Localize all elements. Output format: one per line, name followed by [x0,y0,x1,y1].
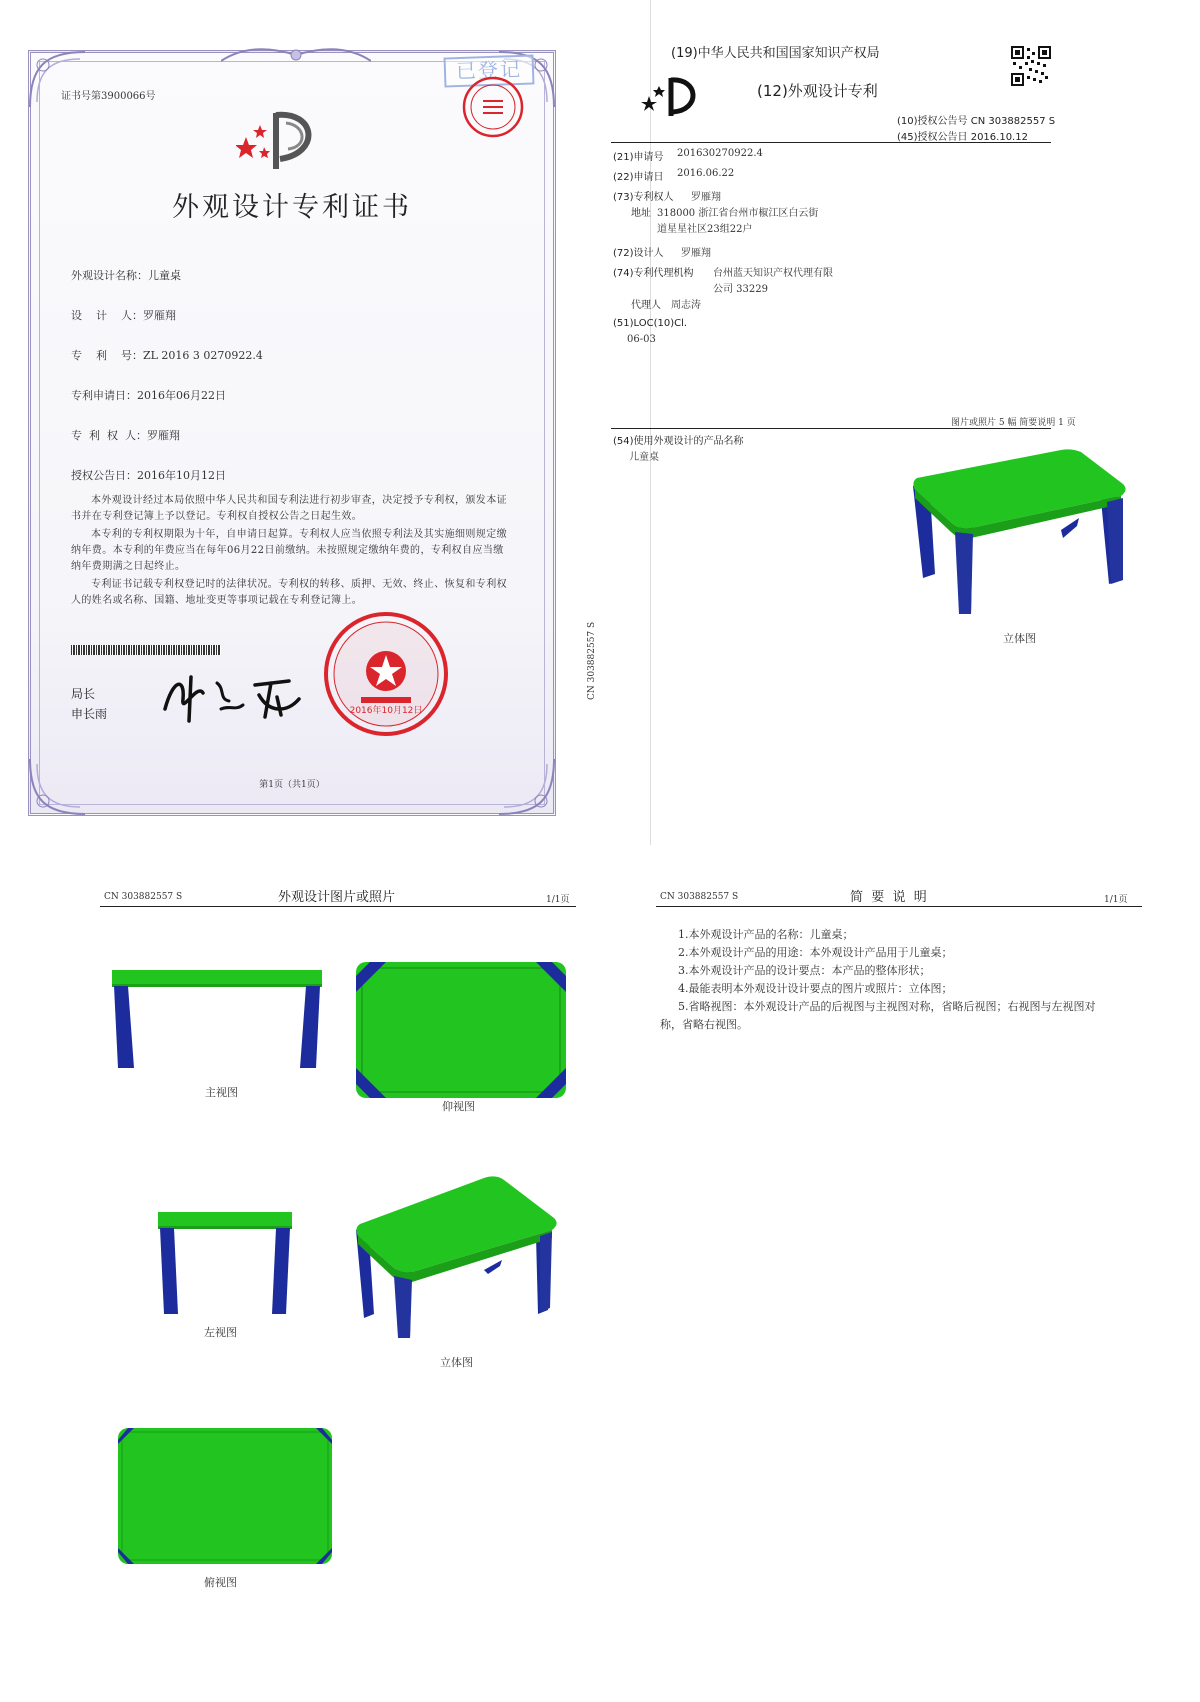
gazette-view-caption: 立体图 [1003,632,1036,645]
section-rule [611,428,1051,429]
front-view-caption: 主视图 [205,1086,238,1099]
corner-ornament-icon [25,47,95,117]
description-header-number: CN 303882557 S [660,892,739,902]
description-header-rule [656,906,1142,907]
agent-label: 代理人 [631,300,661,311]
perspective-view-caption: 立体图 [440,1356,473,1369]
product-name-label: (54)使用外观设计的产品名称 [613,436,744,447]
top-view-drawing [118,1428,332,1564]
left-view-drawing [158,1212,292,1316]
official-seal-icon [321,609,451,739]
designer-label: (72)设计人 [613,248,664,259]
loc-label: (51)LOC(10)Cl. [613,318,688,329]
table-perspective-view [911,448,1141,618]
drawings-header-rule [100,906,576,907]
director-name: 申长雨 [71,707,108,721]
app-no-label: (21)申请号 [613,152,664,163]
brief-description-page [650,880,1150,1080]
gazette-authority: (19)中华人民共和国国家知识产权局 [671,46,880,61]
agency-label: (74)专利代理机构 [613,268,694,279]
certificate-number: 证书号第3900066号 [61,91,156,102]
field-design-name: 外观设计名称：儿童桌 [71,269,181,282]
description-header-title: 简 要 说 明 [850,890,927,905]
loc-value: 06-03 [627,334,656,345]
front-view-drawing [112,970,322,1070]
app-no: 201630270922.4 [677,148,763,159]
perspective-view-drawing [354,1174,564,1340]
gazette-doc-type: (12)外观设计专利 [757,82,878,100]
seal-date: 2016年10月12日 [349,706,423,716]
registered-stamp: 已登记 [444,54,535,87]
field-patentee: 专 利 权 人：罗雁翔 [71,429,180,442]
cnipa-logo-icon [641,72,705,120]
signature-icon [159,669,309,725]
description-header-page: 1/1页 [1104,895,1128,905]
publication-number: (10)授权公告号 CN 303882557 S [897,116,1056,127]
description-item-3: 3.本外观设计产品的设计要点：本产品的整体形状； [678,964,931,977]
left-view-caption: 左视图 [204,1326,237,1339]
gazette-page [587,0,1200,845]
agent: 周志涛 [671,300,701,311]
top-ornament-icon [221,41,371,69]
drawings-header-page: 1/1页 [546,895,570,905]
description-item-1: 1.本外观设计产品的名称：儿童桌； [678,928,854,941]
drawings-header-number: CN 303882557 S [104,892,183,902]
address-label: 地址 [631,208,651,219]
qr-code-icon [1011,46,1051,86]
product-name: 儿童桌 [629,452,659,463]
cnipa-logo-icon [236,103,326,173]
top-view-caption: 俯视图 [204,1576,237,1589]
barcode [71,645,221,655]
director-title: 局长 [71,687,96,701]
field-patent-number: 专 利 号：ZL 2016 3 0270922.4 [71,349,263,362]
side-publication-number: CN 303882557 S [587,621,597,700]
agency-line-2: 公司 33229 [713,284,768,295]
publication-date: (45)授权公告日 2016.10.12 [897,132,1028,143]
certificate-paragraph-2: 本专利的专利权期限为十年，自申请日起算。专利权人应当依照专利法及其实施细则规定缴纳年费。本专利的年费应当在每年06月22日前缴纳。未按照规定缴纳年费的，专利权自应当缴纳年费期满之日起终止。 [71,529,507,572]
certificate-title: 外观设计专利证书 [172,192,412,223]
designer: 罗雁翔 [681,248,711,259]
drawings-header-title: 外观设计图片或照片 [278,890,396,905]
tax-seal-icon [461,75,525,139]
address-line-2: 道星星社区23组22户 [657,224,753,235]
agency-line-1: 台州蓝天知识产权代理有限 [713,268,833,279]
field-application-date: 专利申请日：2016年06月22日 [71,389,226,402]
description-item-4: 4.最能表明本外观设计设计要点的图片或照片：立体图； [678,982,953,995]
figure-counts: 图片或照片 5 幅 简要说明 1 页 [951,418,1076,428]
description-item-5-continued: 称，省略右视图。 [660,1018,748,1031]
address-line-1: 318000 浙江省台州市椒江区白云街 [657,208,819,219]
header-rule [611,142,1051,143]
certificate-page-footer: 第1页（共1页） [259,780,325,790]
description-item-2: 2.本外观设计产品的用途：本外观设计产品用于儿童桌； [678,946,953,959]
certificate-paragraph-1: 本外观设计经过本局依照中华人民共和国专利法进行初步审查，决定授予专利权，颁发本证书并在专利登记簿上予以登记。专利权自授权公告之日起生效。 [71,495,507,522]
app-date-label: (22)申请日 [613,172,664,183]
patent-certificate [28,50,556,816]
field-designer: 设 计 人：罗雁翔 [71,309,176,322]
drawings-page [90,880,590,1680]
owner-label: (73)专利权人 [613,192,674,203]
bottom-view-drawing [356,962,566,1098]
field-grant-date: 授权公告日：2016年10月12日 [71,469,226,482]
app-date: 2016.06.22 [677,168,735,179]
bottom-view-caption: 仰视图 [442,1100,475,1113]
owner: 罗雁翔 [691,192,721,203]
description-item-5: 5.省略视图：本外观设计产品的后视图与主视图对称，省略后视图；右视图与左视图对 [678,1000,1096,1013]
certificate-paragraph-3: 专利证书记载专利权登记时的法律状况。专利权的转移、质押、无效、终止、恢复和专利权人的姓名或名称、国籍、地址变更等事项记载在专利登记簿上。 [71,579,507,606]
